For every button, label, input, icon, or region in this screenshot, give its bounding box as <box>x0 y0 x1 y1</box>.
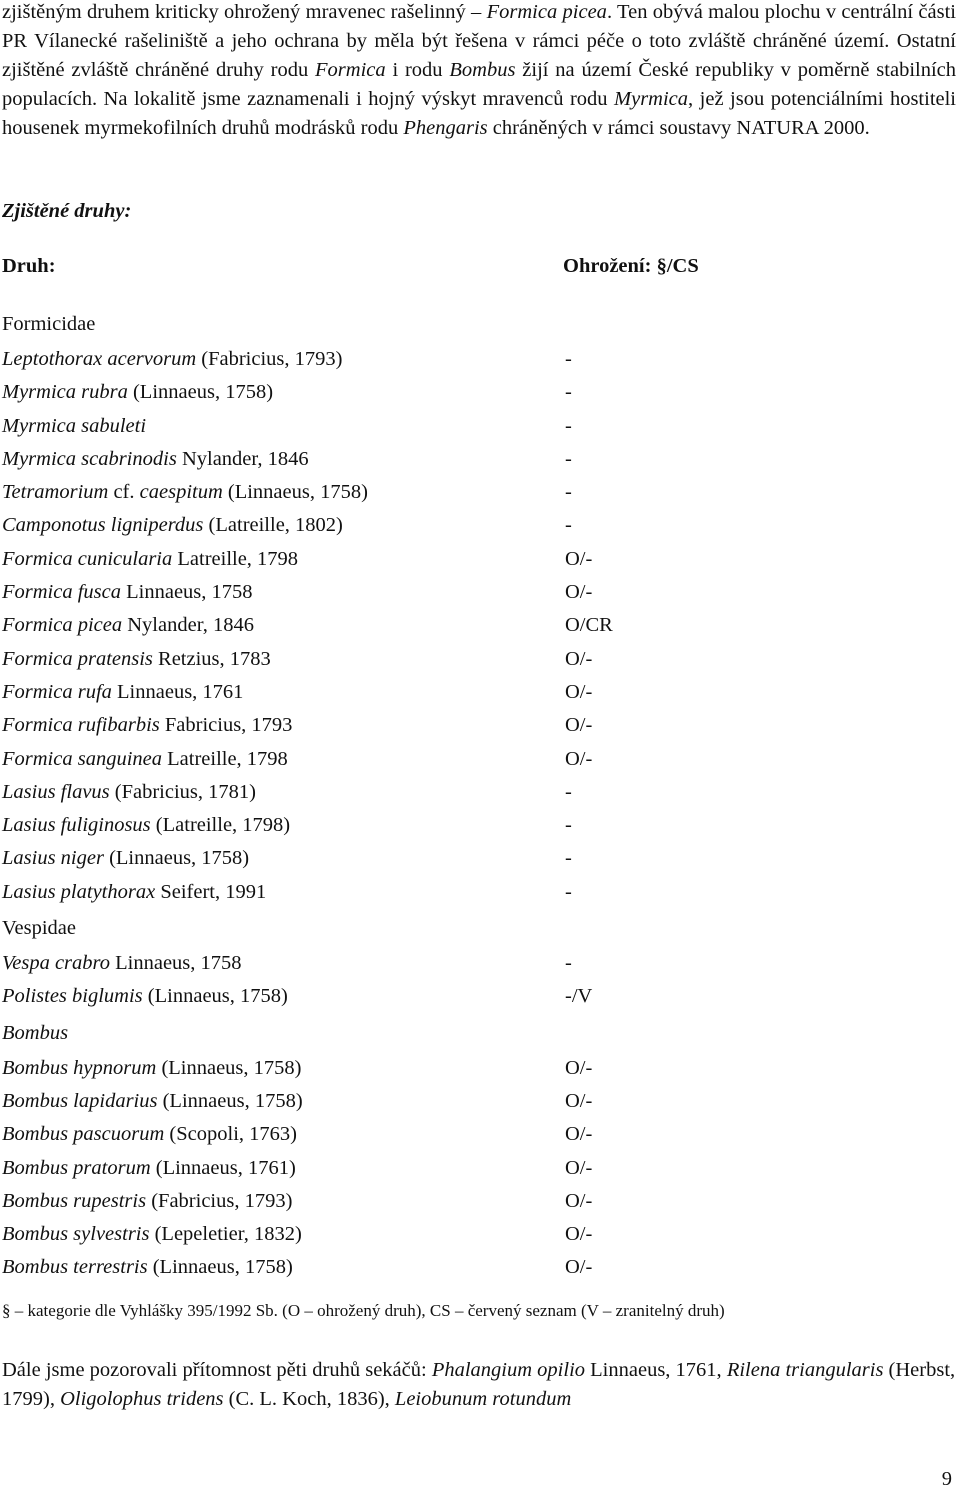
species-row: Bombus pratorum (Linnaeus, 1761) O/- <box>2 1152 952 1185</box>
threat-status: -/V <box>565 985 593 1008</box>
intro-taxon: Formica <box>315 59 386 81</box>
threat-status: O/- <box>565 747 593 770</box>
species-row: Bombus pascuorum (Scopoli, 1763) O/- <box>2 1118 952 1151</box>
threat-status: - <box>565 952 572 975</box>
intro-taxon: Bombus <box>449 59 516 81</box>
species-row: Leptothorax acervorum (Fabricius, 1793) - <box>2 343 952 376</box>
threat-status: O/- <box>565 1223 593 1246</box>
threat-status: O/CR <box>565 614 613 637</box>
column-header-threat: Ohrožení: §/CS <box>563 255 699 277</box>
intro-text: . Ten obývá malou plochu v centrální části PR Vílanecké rašeliniště a jeho ochrana by měla být řešena v rámci péče o toto zvláště chráněné území. Ostatní zjištěné zvláště chráněné druhy rodu <box>2 1 956 81</box>
threat-status: O/- <box>565 714 593 737</box>
threat-status: - <box>565 414 572 437</box>
species-row: Formica rufibarbis Fabricius, 1793 O/- <box>2 709 952 742</box>
threat-status: - <box>565 381 572 404</box>
species-row: Tetramorium cf. caespitum (Linnaeus, 1758) - <box>2 476 952 509</box>
intro-taxon: Formica picea <box>486 1 607 23</box>
threat-status: - <box>565 447 572 470</box>
intro-taxon: Phengaris <box>403 117 488 139</box>
species-row: Vespa crabro Linnaeus, 1758 - <box>2 947 952 980</box>
group-heading: Formicidae <box>2 313 96 335</box>
threat-status: O/- <box>565 1056 593 1079</box>
species-row: Bombus hypnorum (Linnaeus, 1758) O/- <box>2 1052 952 1085</box>
species-row: Bombus rupestris (Fabricius, 1793) O/- <box>2 1185 952 1218</box>
threat-status: O/- <box>565 547 593 570</box>
footnote: § – kategorie dle Vyhlášky 395/1992 Sb. (O – ohrožený druh), CS – červený seznam (V – zranitelný druh) <box>2 1301 725 1320</box>
threat-status: O/- <box>565 1189 593 1212</box>
species-row: Lasius platythorax Seifert, 1991 - <box>2 876 952 909</box>
threat-status: - <box>565 880 572 903</box>
threat-status: O/- <box>565 647 593 670</box>
species-row: Camponotus ligniperdus (Latreille, 1802) - <box>2 509 952 542</box>
species-row: Myrmica scabrinodis Nylander, 1846 - <box>2 443 952 476</box>
threat-status: - <box>565 847 572 870</box>
species-row: Bombus terrestris (Linnaeus, 1758) O/- <box>2 1251 952 1284</box>
species-row: Formica cunicularia Latreille, 1798 O/- <box>2 543 952 576</box>
species-row: Bombus lapidarius (Linnaeus, 1758) O/- <box>2 1085 952 1118</box>
intro-text: žijí na území České republiky v poměrně stabilních populacích. Na lokalitě jsme zaznamenali i hojný výskyt mravenců rodu <box>2 59 957 110</box>
species-row: Bombus sylvestris (Lepeletier, 1832) O/- <box>2 1218 952 1251</box>
threat-status: O/- <box>565 1123 593 1146</box>
intro-paragraph <box>2 0 956 143</box>
group-heading: Vespidae <box>2 917 77 940</box>
species-row: Formica picea Nylander, 1846 O/CR <box>2 609 952 642</box>
species-row: Lasius flavus (Fabricius, 1781) - <box>2 776 952 809</box>
species-row: Formica sanguinea Latreille, 1798 O/- <box>2 743 952 776</box>
threat-status: - <box>565 780 572 803</box>
closing-paragraph: Dále jsme pozorovali přítomnost pěti druhů sekáčů: Phalangium opilio Linnaeus, 1761, Rilena triangularis (Herbst, 1799), Oligolophus tridens (C. L. Koch, 1836), Leiobunum rotundum <box>2 1359 956 1410</box>
species-list <box>2 305 952 1285</box>
intro-text: chráněných v rámci soustavy NATURA 2000. <box>487 117 870 139</box>
threat-status: O/- <box>565 1156 593 1179</box>
page-number: 9 <box>941 1468 952 1490</box>
threat-status: - <box>565 348 572 370</box>
threat-status: - <box>565 514 572 537</box>
threat-status: - <box>565 481 572 504</box>
threat-status: O/- <box>565 1089 593 1112</box>
species-row: Formica fusca Linnaeus, 1758 O/- <box>2 576 952 609</box>
intro-text: , jež jsou potenciálními hostiteli housenek myrmekofilních druhů modrásků rodu <box>2 88 956 139</box>
species-row: Polistes biglumis (Linnaeus, 1758) -/V <box>2 980 952 1013</box>
threat-status: O/- <box>565 680 593 703</box>
species-row: Formica rufa Linnaeus, 1761 O/- <box>2 676 952 709</box>
intro-text: i rodu <box>385 59 450 81</box>
threat-status: - <box>565 814 572 837</box>
species-row: Formica pratensis Retzius, 1783 O/- <box>2 643 952 676</box>
section-heading: Zjištěné druhy: <box>2 200 132 222</box>
species-row: Myrmica rubra (Linnaeus, 1758) - <box>2 376 952 409</box>
intro-text: zjištěným druhem kriticky ohrožený mravenec rašelinný – <box>2 1 487 23</box>
column-header-species: Druh: <box>2 255 56 277</box>
species-row: Myrmica sabuleti - <box>2 410 952 443</box>
intro-taxon: Myrmica <box>614 88 689 110</box>
threat-status: O/- <box>565 1256 593 1279</box>
species-row: Lasius fuliginosus (Latreille, 1798) - <box>2 809 952 842</box>
species-row: Lasius niger (Linnaeus, 1758) - <box>2 842 952 875</box>
threat-status: O/- <box>565 581 593 604</box>
group-heading: Bombus <box>2 1021 69 1044</box>
